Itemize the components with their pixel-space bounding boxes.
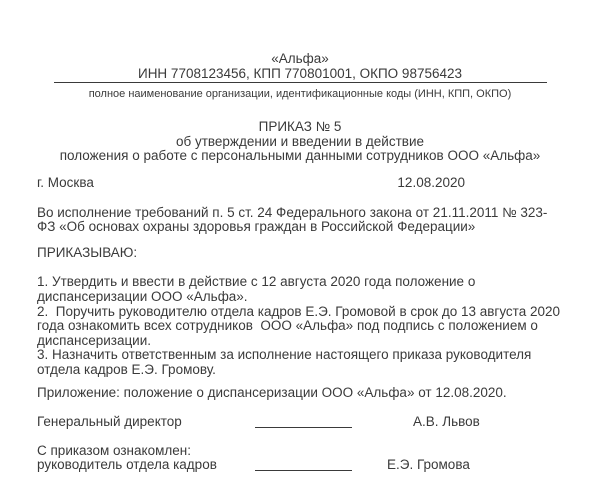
preamble: Во исполнение требований п. 5 ст. 24 Федерального закона от 21.11.2011 № 323-ФЗ «Об основах охраны здоровья граждан в Российской Федерации» — [37, 204, 548, 235]
attachment-line: Приложение: положение о диспансеризации ООО «Альфа» от 12.08.2020. — [37, 384, 507, 400]
order-item-1: 1. Утвердить и ввести в действие с 12 августа 2020 года положение о диспансеризации ООО «Альфа». — [37, 274, 480, 304]
order-word: ПРИКАЗЫВАЮ: — [37, 244, 138, 260]
header-rule — [54, 82, 547, 83]
order-subtitle-line1: об утверждении и введении в действие — [175, 133, 425, 149]
signature-role-hr: руководитель отдела кадров — [37, 457, 217, 473]
signature-row-director — [37, 415, 563, 430]
document-date: 12.08.2020 — [397, 174, 465, 190]
org-codes: ИНН 7708123456, КПП 770801001, ОКПО 98756423 — [137, 65, 462, 81]
signature-name-hr: Е.Э. Громова — [387, 457, 470, 473]
order-subtitle-line2: положения о работе с персональными данными сотрудников ООО «Альфа» — [59, 148, 541, 164]
order-number-title: ПРИКАЗ № 5 — [258, 119, 342, 135]
acknowledgement-block — [37, 444, 563, 473]
org-name: «Альфа» — [271, 51, 329, 66]
signature-row-hr — [37, 458, 563, 473]
signature-role-director: Генеральный директор — [37, 414, 182, 430]
order-item-3: 3. Назначить ответственным за исполнение настоящего приказа руководителя отдела кадров Е.Э. Громову. — [37, 347, 536, 377]
signature-name-director: А.В. Львов — [413, 414, 480, 430]
signature-line-director — [255, 427, 352, 428]
org-caption: полное наименование организации, идентификационные коды (ИНН, КПП, ОКПО) — [88, 88, 512, 101]
org-header — [37, 52, 563, 101]
signature-line-hr — [255, 470, 352, 471]
acknowledgement-label: С приказом ознакомлен: — [37, 442, 191, 458]
order-item-2: 2. Поручить руководителю отдела кадров Е.Э. Громовой в срок до 13 августа 2020 года ознакомить всех сотрудников ООО «Альфа» под подпись с положением о диспансеризации. — [37, 303, 564, 348]
place-date-row — [37, 176, 563, 191]
document-city: г. Москва — [37, 174, 94, 190]
order-title-block — [37, 120, 563, 164]
order-items — [37, 275, 563, 377]
